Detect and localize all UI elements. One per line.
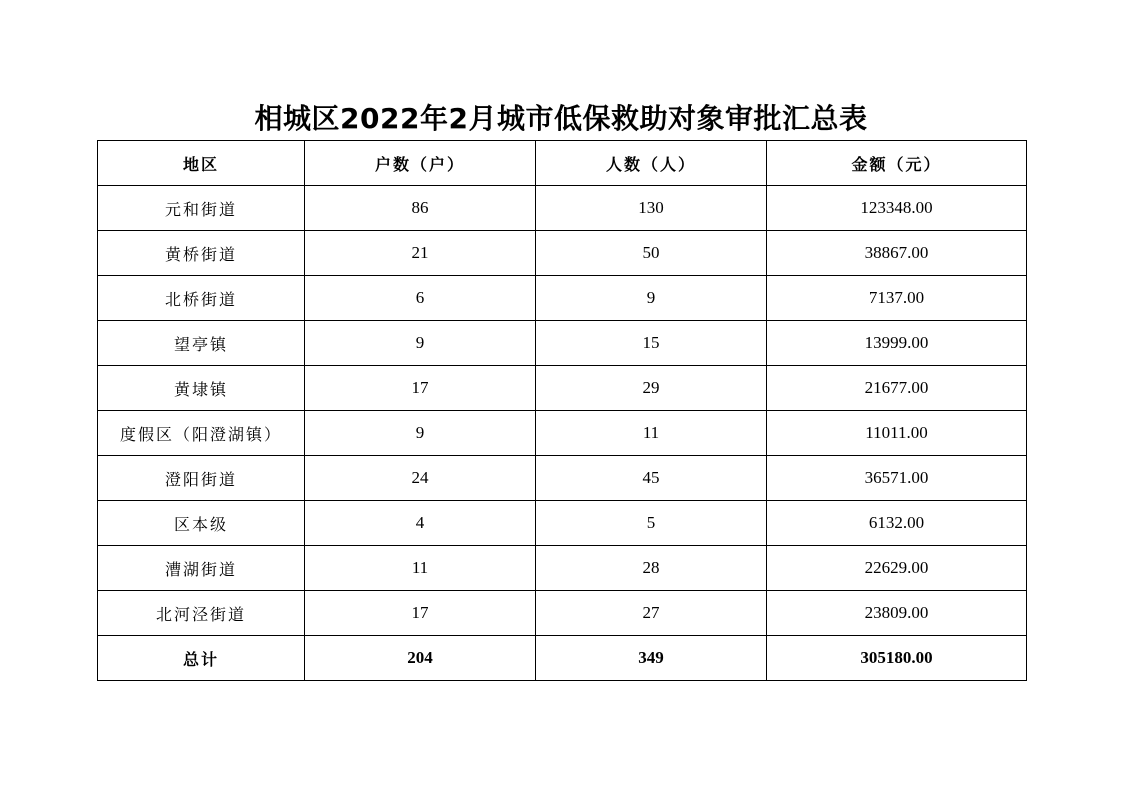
- cell-persons: 15: [536, 321, 767, 366]
- cell-region: 澄阳街道: [98, 456, 305, 501]
- cell-region: 望亭镇: [98, 321, 305, 366]
- total-persons: 349: [536, 636, 767, 681]
- table-row: [98, 231, 1027, 276]
- cell-households: 11: [305, 546, 536, 591]
- cell-persons: 28: [536, 546, 767, 591]
- cell-amount: 21677.00: [767, 366, 1027, 411]
- header-persons: 人数（人）: [536, 141, 767, 186]
- table-row: [98, 186, 1027, 231]
- cell-amount: 13999.00: [767, 321, 1027, 366]
- cell-households: 24: [305, 456, 536, 501]
- cell-amount: 38867.00: [767, 231, 1027, 276]
- cell-region: 度假区（阳澄湖镇）: [98, 411, 305, 456]
- cell-region: 北桥街道: [98, 276, 305, 321]
- cell-households: 86: [305, 186, 536, 231]
- table-row: [98, 366, 1027, 411]
- table-row: [98, 276, 1027, 321]
- cell-amount: 7137.00: [767, 276, 1027, 321]
- cell-persons: 27: [536, 591, 767, 636]
- cell-persons: 9: [536, 276, 767, 321]
- cell-persons: 29: [536, 366, 767, 411]
- cell-households: 9: [305, 411, 536, 456]
- cell-region: 黄埭镇: [98, 366, 305, 411]
- table-header-row: [98, 141, 1027, 186]
- cell-households: 4: [305, 501, 536, 546]
- table-row: [98, 501, 1027, 546]
- table-total-row: [98, 636, 1027, 681]
- total-households: 204: [305, 636, 536, 681]
- cell-region: 元和街道: [98, 186, 305, 231]
- cell-region: 漕湖街道: [98, 546, 305, 591]
- page-title: 相城区2022年2月城市低保救助对象审批汇总表: [254, 102, 868, 135]
- total-amount: 305180.00: [767, 636, 1027, 681]
- header-amount: 金额（元）: [767, 141, 1027, 186]
- cell-households: 6: [305, 276, 536, 321]
- cell-households: 9: [305, 321, 536, 366]
- cell-region: 区本级: [98, 501, 305, 546]
- cell-amount: 11011.00: [767, 411, 1027, 456]
- cell-persons: 5: [536, 501, 767, 546]
- cell-households: 17: [305, 366, 536, 411]
- table-row: [98, 411, 1027, 456]
- cell-persons: 45: [536, 456, 767, 501]
- summary-table: [97, 140, 1027, 681]
- table-row: [98, 546, 1027, 591]
- table-row: [98, 456, 1027, 501]
- cell-households: 17: [305, 591, 536, 636]
- cell-persons: 130: [536, 186, 767, 231]
- header-region: 地区: [98, 141, 305, 186]
- table-row: [98, 321, 1027, 366]
- table-row: [98, 591, 1027, 636]
- cell-region: 北河泾街道: [98, 591, 305, 636]
- total-label: 总计: [98, 636, 305, 681]
- cell-amount: 36571.00: [767, 456, 1027, 501]
- cell-amount: 123348.00: [767, 186, 1027, 231]
- cell-households: 21: [305, 231, 536, 276]
- cell-amount: 23809.00: [767, 591, 1027, 636]
- cell-persons: 50: [536, 231, 767, 276]
- cell-amount: 22629.00: [767, 546, 1027, 591]
- header-households: 户数（户）: [305, 141, 536, 186]
- cell-persons: 11: [536, 411, 767, 456]
- cell-amount: 6132.00: [767, 501, 1027, 546]
- cell-region: 黄桥街道: [98, 231, 305, 276]
